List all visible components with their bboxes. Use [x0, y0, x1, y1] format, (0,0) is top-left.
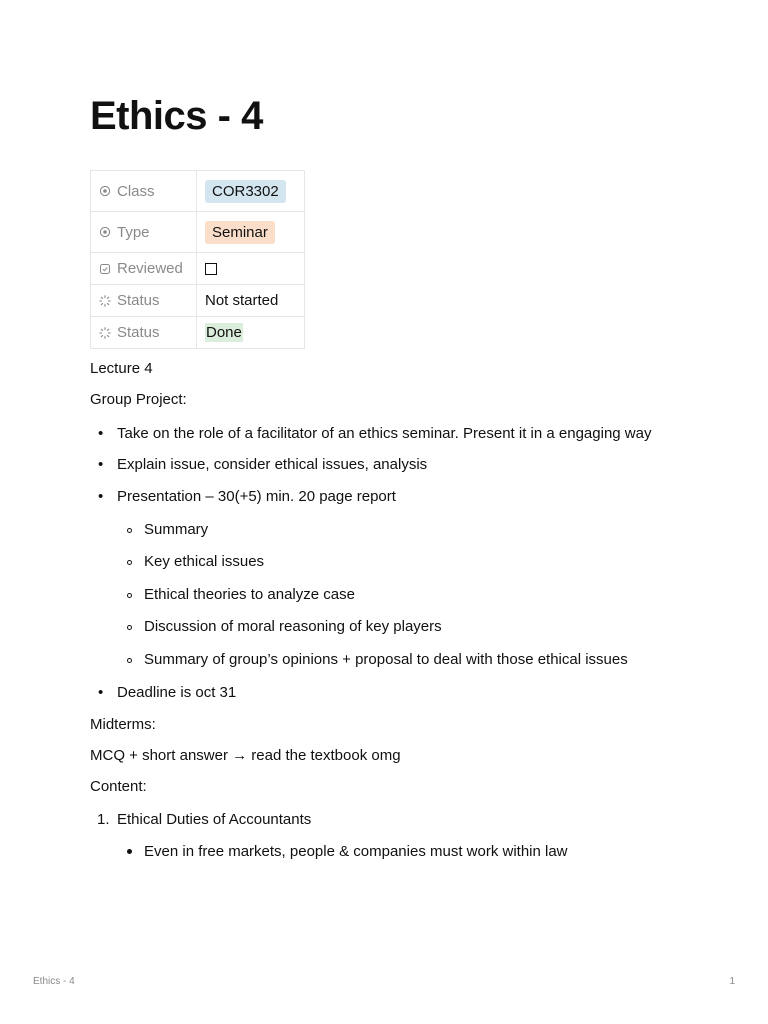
- bullet-dot: •: [98, 684, 104, 701]
- property-name: Status: [117, 292, 160, 309]
- numbered-text: Ethical Duties of Accountants: [117, 811, 312, 828]
- list-item: [90, 454, 690, 476]
- bullet-text: Explain issue, consider ethical issues, analysis: [117, 456, 428, 473]
- status-done-tag[interactable]: Done: [206, 324, 242, 341]
- list-item: [90, 682, 690, 704]
- page-number: 1: [729, 976, 735, 987]
- midterms-heading: Midterms:: [90, 716, 156, 733]
- type-tag[interactable]: Seminar: [205, 221, 275, 244]
- property-name: Status: [117, 324, 160, 341]
- status-spinner-icon: [99, 295, 111, 307]
- property-row-status: [91, 285, 305, 317]
- bullet-dot: [127, 849, 132, 854]
- sub-list-item: [90, 616, 690, 638]
- bullet-dot: •: [98, 488, 104, 505]
- bullet-dot: •: [98, 425, 104, 442]
- sub-list-item: [90, 551, 690, 573]
- property-row-status: [91, 317, 305, 349]
- class-tag[interactable]: COR3302: [205, 180, 286, 203]
- radio-target-icon: [99, 226, 111, 238]
- list-number: 1.: [97, 811, 110, 828]
- bullet-text: Presentation – 30(+5) min. 20 page report: [117, 488, 396, 505]
- radio-target-icon: [99, 185, 111, 197]
- hollow-bullet: [127, 625, 132, 630]
- sub-list-item: [90, 519, 690, 541]
- lecture-line: Lecture 4: [90, 360, 153, 377]
- sub-bullet-text: Ethical theories to analyze case: [144, 586, 355, 603]
- reviewed-checkbox[interactable]: [205, 263, 217, 275]
- bullet-text: Take on the role of a facilitator of an ethics seminar. Present it in a engaging way: [117, 425, 652, 442]
- sub-bullet-text: Summary of group’s opinions + proposal to deal with those ethical issues: [144, 651, 628, 668]
- hollow-bullet: [127, 658, 132, 663]
- page-title: Ethics - 4: [90, 94, 263, 138]
- property-name: Class: [117, 182, 155, 200]
- sub-bullet-text: Summary: [144, 521, 209, 538]
- bullet-dot: •: [98, 456, 104, 473]
- content-heading: Content:: [90, 778, 147, 795]
- status-spinner-icon: [99, 327, 111, 339]
- status-value[interactable]: Not started: [205, 292, 279, 309]
- property-name: Reviewed: [117, 260, 183, 277]
- sub-list-item: [90, 841, 690, 863]
- property-row-type: [91, 212, 305, 253]
- sub-bullet-text: Key ethical issues: [144, 553, 265, 570]
- sub-bullet-text: Even in free markets, people & companies must work within law: [144, 843, 568, 860]
- property-row-reviewed: [91, 253, 305, 285]
- checkbox-property-icon: [99, 263, 111, 275]
- property-row-class: [91, 171, 305, 212]
- footer-title: Ethics - 4: [33, 976, 75, 987]
- sub-list-item: [90, 584, 690, 606]
- property-name: Type: [117, 223, 150, 241]
- midterms-text: MCQ + short answer → read the textbook omg: [90, 747, 401, 764]
- page-body: [90, 356, 690, 863]
- list-item: [90, 486, 690, 508]
- sub-bullet-text: Discussion of moral reasoning of key players: [144, 618, 442, 635]
- group-project-heading: Group Project:: [90, 391, 187, 408]
- properties-table: [90, 170, 305, 349]
- list-item: [90, 422, 669, 446]
- hollow-bullet: [127, 528, 132, 533]
- numbered-item: [90, 809, 690, 831]
- sub-list-item: [90, 649, 690, 671]
- bullet-text: Deadline is oct 31: [117, 684, 237, 701]
- hollow-bullet: [127, 593, 132, 598]
- hollow-bullet: [127, 560, 132, 565]
